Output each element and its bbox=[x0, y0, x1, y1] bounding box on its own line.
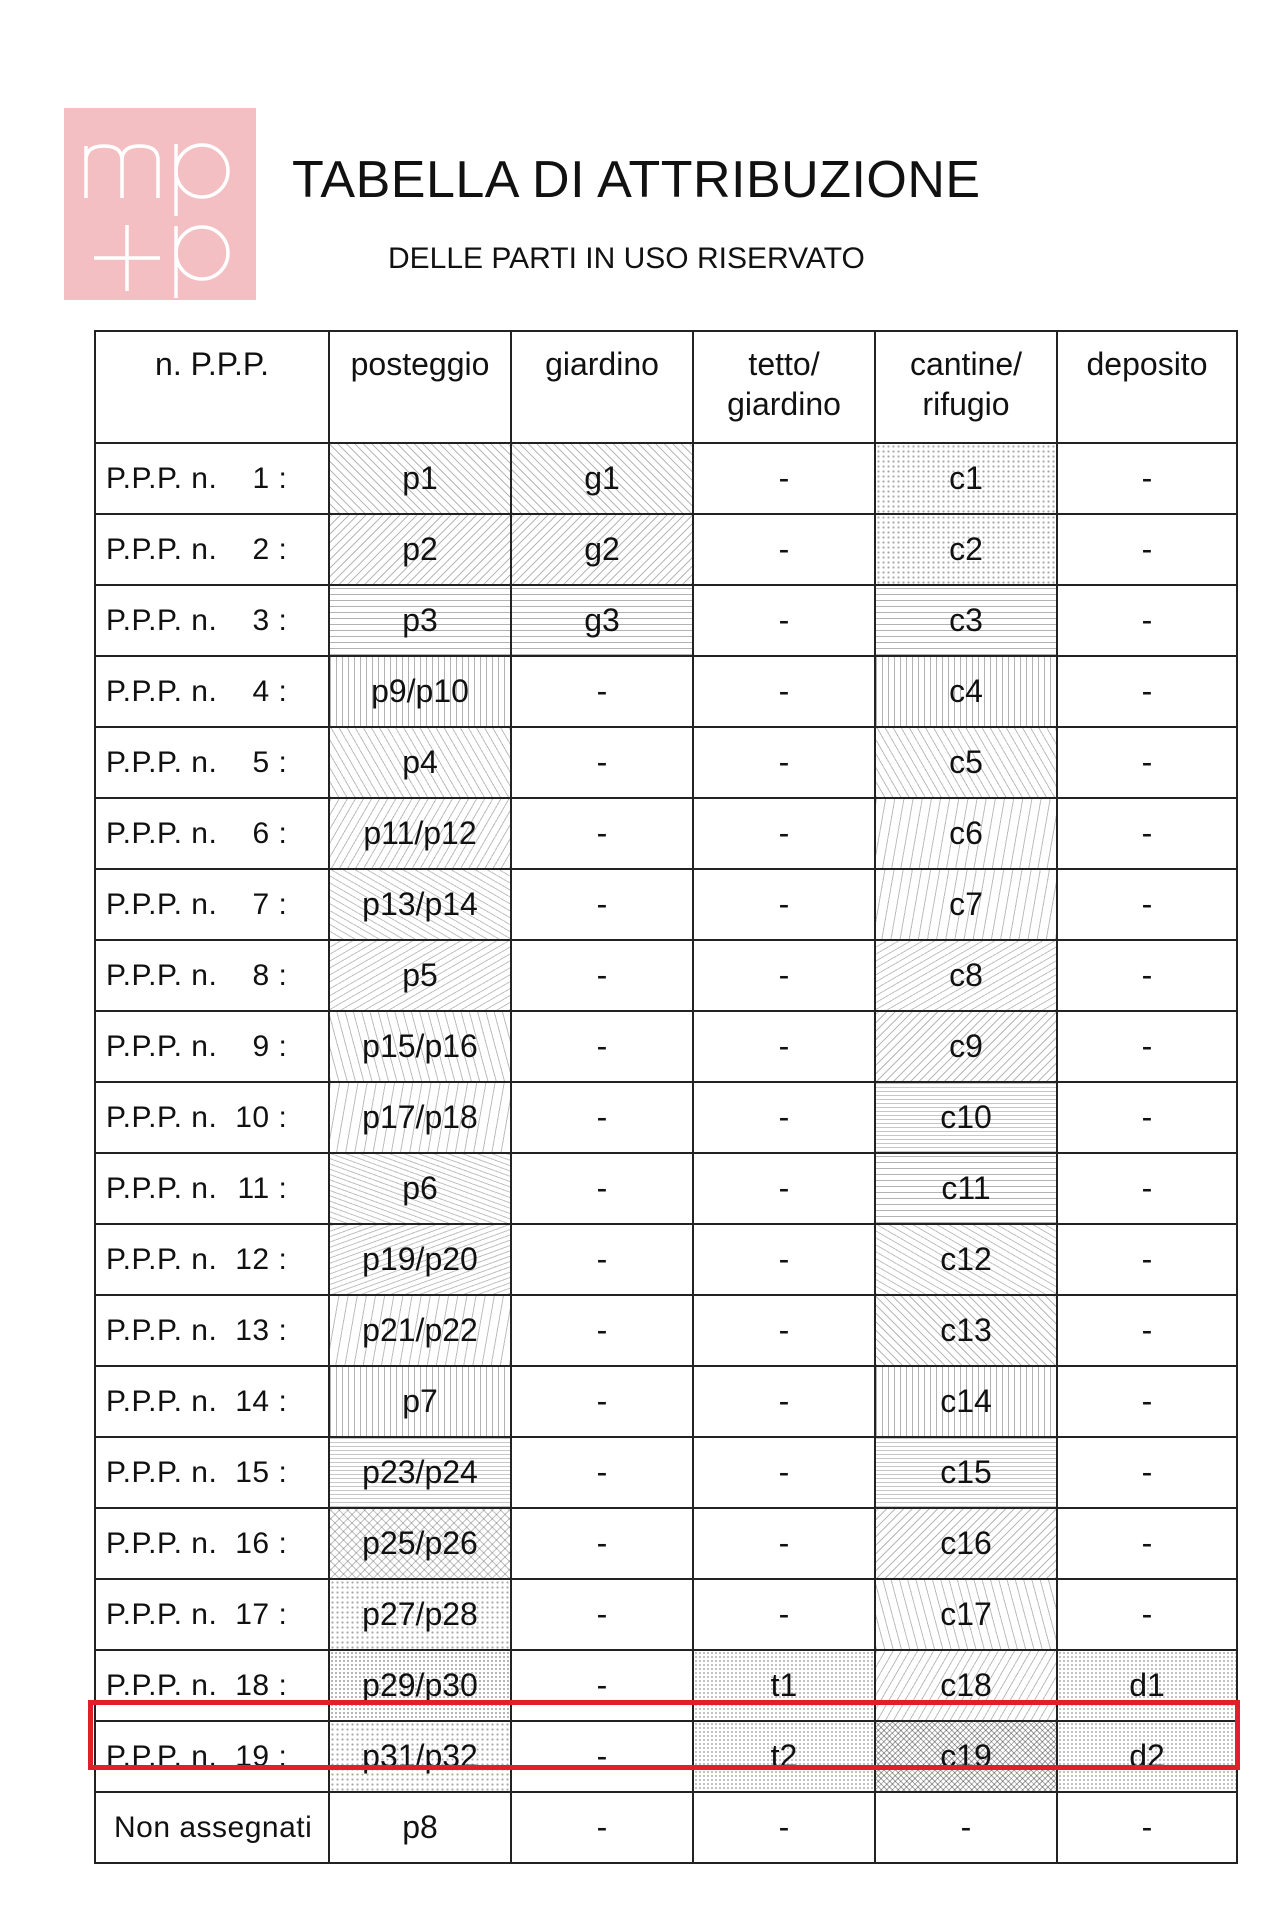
cell-deposito: - bbox=[1057, 1082, 1237, 1153]
table-row bbox=[95, 1437, 1237, 1508]
table-row bbox=[95, 514, 1237, 585]
cell-deposito: d2 bbox=[1057, 1721, 1237, 1792]
row-label-text: P.P.P. n. bbox=[106, 1171, 218, 1205]
table-row bbox=[95, 1579, 1237, 1650]
cell-posteggio: p11/p12 bbox=[329, 798, 511, 869]
cell-tetto: - bbox=[693, 1011, 875, 1082]
row-label bbox=[95, 443, 329, 514]
cell-cantine: c7 bbox=[875, 869, 1057, 940]
cell-posteggio: p4 bbox=[329, 727, 511, 798]
row-number: 3 : bbox=[252, 603, 288, 637]
table-row bbox=[95, 1011, 1237, 1082]
page-title: TABELLA DI ATTRIBUZIONE bbox=[292, 151, 981, 209]
row-label bbox=[95, 1153, 329, 1224]
cell-cantine: c6 bbox=[875, 798, 1057, 869]
header-ppp: n. P.P.P. bbox=[95, 331, 329, 443]
header-tetto: tetto/ giardino bbox=[693, 331, 875, 443]
table-row bbox=[95, 656, 1237, 727]
row-number: 12 : bbox=[235, 1242, 288, 1276]
cell-deposito: - bbox=[1057, 514, 1237, 585]
table-row bbox=[95, 798, 1237, 869]
cell-posteggio: p9/p10 bbox=[329, 656, 511, 727]
row-number: 14 : bbox=[235, 1384, 288, 1418]
page-subtitle: DELLE PARTI IN USO RISERVATO bbox=[388, 242, 865, 275]
row-label bbox=[95, 1366, 329, 1437]
cell-tetto: - bbox=[693, 514, 875, 585]
cell-tetto: - bbox=[693, 1153, 875, 1224]
cell-posteggio: p8 bbox=[329, 1792, 511, 1863]
cell-deposito: - bbox=[1057, 727, 1237, 798]
cell-tetto: - bbox=[693, 798, 875, 869]
table-row bbox=[95, 1224, 1237, 1295]
cell-cantine: c19 bbox=[875, 1721, 1057, 1792]
cell-cantine: c13 bbox=[875, 1295, 1057, 1366]
cell-deposito: - bbox=[1057, 1295, 1237, 1366]
cell-cantine: c2 bbox=[875, 514, 1057, 585]
cell-posteggio: p3 bbox=[329, 585, 511, 656]
cell-cantine: c14 bbox=[875, 1366, 1057, 1437]
row-label bbox=[95, 1082, 329, 1153]
table-row bbox=[95, 1366, 1237, 1437]
table-row bbox=[95, 1721, 1237, 1792]
cell-tetto: - bbox=[693, 1508, 875, 1579]
cell-cantine: c15 bbox=[875, 1437, 1057, 1508]
row-label bbox=[95, 1295, 329, 1366]
row-label-text: P.P.P. n. bbox=[106, 1597, 218, 1631]
row-label-text: P.P.P. n. bbox=[106, 1384, 218, 1418]
cell-posteggio: p6 bbox=[329, 1153, 511, 1224]
row-label bbox=[95, 1650, 329, 1721]
cell-posteggio: p21/p22 bbox=[329, 1295, 511, 1366]
row-number: 13 : bbox=[235, 1313, 288, 1347]
table-row bbox=[95, 727, 1237, 798]
row-label bbox=[95, 1508, 329, 1579]
cell-giardino: - bbox=[511, 1792, 693, 1863]
row-number: 9 : bbox=[252, 1029, 288, 1063]
row-label-text: P.P.P. n. bbox=[106, 1526, 218, 1560]
cell-giardino: - bbox=[511, 1437, 693, 1508]
cell-deposito: - bbox=[1057, 656, 1237, 727]
row-number: 18 : bbox=[235, 1668, 288, 1702]
cell-tetto: - bbox=[693, 1295, 875, 1366]
cell-deposito: - bbox=[1057, 1011, 1237, 1082]
cell-cantine: c3 bbox=[875, 585, 1057, 656]
cell-posteggio: p29/p30 bbox=[329, 1650, 511, 1721]
table-row bbox=[95, 940, 1237, 1011]
cell-posteggio: p27/p28 bbox=[329, 1579, 511, 1650]
cell-deposito: - bbox=[1057, 1792, 1237, 1863]
cell-deposito: - bbox=[1057, 1508, 1237, 1579]
row-label bbox=[95, 940, 329, 1011]
row-label-text: P.P.P. n. bbox=[106, 1739, 218, 1773]
row-label bbox=[95, 869, 329, 940]
row-number: 2 : bbox=[252, 532, 288, 566]
header-deposito: deposito bbox=[1057, 331, 1237, 443]
row-label-text: P.P.P. n. bbox=[106, 816, 218, 850]
cell-cantine: c5 bbox=[875, 727, 1057, 798]
row-label-text: P.P.P. n. bbox=[106, 674, 218, 708]
cell-deposito: - bbox=[1057, 798, 1237, 869]
cell-posteggio: p2 bbox=[329, 514, 511, 585]
cell-cantine: c4 bbox=[875, 656, 1057, 727]
row-label bbox=[95, 798, 329, 869]
cell-tetto: - bbox=[693, 1437, 875, 1508]
row-number: 7 : bbox=[252, 887, 288, 921]
row-label bbox=[95, 1721, 329, 1792]
cell-deposito: - bbox=[1057, 1579, 1237, 1650]
cell-tetto: t1 bbox=[693, 1650, 875, 1721]
row-number: 15 : bbox=[235, 1455, 288, 1489]
cell-giardino: - bbox=[511, 940, 693, 1011]
cell-tetto: - bbox=[693, 869, 875, 940]
row-label-text: P.P.P. n. bbox=[106, 603, 218, 637]
row-label-text: P.P.P. n. bbox=[106, 461, 218, 495]
logo-mark bbox=[64, 108, 256, 300]
cell-cantine: c17 bbox=[875, 1579, 1057, 1650]
row-number: 10 : bbox=[235, 1100, 288, 1134]
cell-tetto: - bbox=[693, 656, 875, 727]
table-row bbox=[95, 869, 1237, 940]
row-label bbox=[95, 1224, 329, 1295]
row-label-text: P.P.P. n. bbox=[106, 1455, 218, 1489]
row-label-text: P.P.P. n. bbox=[106, 1313, 218, 1347]
cell-deposito: - bbox=[1057, 1153, 1237, 1224]
row-label-text: P.P.P. n. bbox=[106, 887, 218, 921]
row-number: 4 : bbox=[252, 674, 288, 708]
cell-posteggio: p23/p24 bbox=[329, 1437, 511, 1508]
cell-giardino: - bbox=[511, 656, 693, 727]
cell-tetto: - bbox=[693, 443, 875, 514]
cell-giardino: - bbox=[511, 798, 693, 869]
row-label bbox=[95, 1579, 329, 1650]
cell-deposito: - bbox=[1057, 1224, 1237, 1295]
cell-tetto: - bbox=[693, 1579, 875, 1650]
cell-posteggio: p5 bbox=[329, 940, 511, 1011]
cell-giardino: - bbox=[511, 1508, 693, 1579]
cell-deposito: - bbox=[1057, 443, 1237, 514]
table-row bbox=[95, 1650, 1237, 1721]
cell-giardino: - bbox=[511, 1153, 693, 1224]
row-number: 5 : bbox=[252, 745, 288, 779]
row-label-text: P.P.P. n. bbox=[106, 1242, 218, 1276]
row-label bbox=[95, 727, 329, 798]
cell-posteggio: p1 bbox=[329, 443, 511, 514]
row-number: 16 : bbox=[235, 1526, 288, 1560]
row-number: 17 : bbox=[235, 1597, 288, 1631]
table-row bbox=[95, 1508, 1237, 1579]
row-label-text: P.P.P. n. bbox=[106, 958, 218, 992]
table-row bbox=[95, 1295, 1237, 1366]
table-header-row bbox=[95, 331, 1237, 443]
row-number: 6 : bbox=[252, 816, 288, 850]
row-label-text: P.P.P. n. bbox=[106, 1029, 218, 1063]
cell-posteggio: p31/p32 bbox=[329, 1721, 511, 1792]
header-cantine: cantine/ rifugio bbox=[875, 331, 1057, 443]
cell-deposito: d1 bbox=[1057, 1650, 1237, 1721]
cell-giardino: - bbox=[511, 1579, 693, 1650]
row-number: 11 : bbox=[237, 1171, 288, 1205]
cell-deposito: - bbox=[1057, 1437, 1237, 1508]
cell-posteggio: p19/p20 bbox=[329, 1224, 511, 1295]
cell-cantine: c12 bbox=[875, 1224, 1057, 1295]
table-row bbox=[95, 585, 1237, 656]
cell-posteggio: p25/p26 bbox=[329, 1508, 511, 1579]
row-number: 8 : bbox=[252, 958, 288, 992]
cell-posteggio: p13/p14 bbox=[329, 869, 511, 940]
cell-giardino: - bbox=[511, 1366, 693, 1437]
cell-giardino: - bbox=[511, 1082, 693, 1153]
header-giardino: giardino bbox=[511, 331, 693, 443]
cell-giardino: g3 bbox=[511, 585, 693, 656]
table-row bbox=[95, 1082, 1237, 1153]
attribution-table bbox=[94, 330, 1238, 1864]
cell-posteggio: p7 bbox=[329, 1366, 511, 1437]
row-label bbox=[95, 514, 329, 585]
cell-tetto: - bbox=[693, 585, 875, 656]
cell-cantine: c16 bbox=[875, 1508, 1057, 1579]
cell-deposito: - bbox=[1057, 1366, 1237, 1437]
cell-cantine: c11 bbox=[875, 1153, 1057, 1224]
table-row-unassigned bbox=[95, 1792, 1237, 1863]
cell-posteggio: p15/p16 bbox=[329, 1011, 511, 1082]
cell-deposito: - bbox=[1057, 940, 1237, 1011]
cell-posteggio: p17/p18 bbox=[329, 1082, 511, 1153]
row-label bbox=[95, 1437, 329, 1508]
cell-tetto: - bbox=[693, 727, 875, 798]
row-label-text: P.P.P. n. bbox=[106, 745, 218, 779]
table-row bbox=[95, 443, 1237, 514]
row-number: 1 : bbox=[252, 461, 288, 495]
cell-tetto: - bbox=[693, 1224, 875, 1295]
row-label-text: P.P.P. n. bbox=[106, 1668, 218, 1702]
cell-giardino: - bbox=[511, 1224, 693, 1295]
cell-cantine: c8 bbox=[875, 940, 1057, 1011]
cell-giardino: g1 bbox=[511, 443, 693, 514]
header-posteggio: posteggio bbox=[329, 331, 511, 443]
cell-tetto: - bbox=[693, 1792, 875, 1863]
cell-tetto: t2 bbox=[693, 1721, 875, 1792]
cell-giardino: - bbox=[511, 1650, 693, 1721]
cell-cantine: c10 bbox=[875, 1082, 1057, 1153]
row-label-text: P.P.P. n. bbox=[106, 1100, 218, 1134]
cell-giardino: g2 bbox=[511, 514, 693, 585]
cell-cantine: - bbox=[875, 1792, 1057, 1863]
row-number: 19 : bbox=[235, 1739, 288, 1773]
row-label-unassigned: Non assegnati bbox=[95, 1792, 329, 1863]
cell-tetto: - bbox=[693, 1366, 875, 1437]
cell-giardino: - bbox=[511, 1295, 693, 1366]
cell-giardino: - bbox=[511, 869, 693, 940]
table-row bbox=[95, 1153, 1237, 1224]
cell-cantine: c18 bbox=[875, 1650, 1057, 1721]
cell-cantine: c1 bbox=[875, 443, 1057, 514]
row-label bbox=[95, 585, 329, 656]
cell-giardino: - bbox=[511, 1011, 693, 1082]
row-label-text: P.P.P. n. bbox=[106, 532, 218, 566]
cell-giardino: - bbox=[511, 1721, 693, 1792]
row-label bbox=[95, 1011, 329, 1082]
row-label bbox=[95, 656, 329, 727]
logo bbox=[64, 108, 256, 300]
cell-tetto: - bbox=[693, 1082, 875, 1153]
cell-deposito: - bbox=[1057, 869, 1237, 940]
cell-deposito: - bbox=[1057, 585, 1237, 656]
cell-cantine: c9 bbox=[875, 1011, 1057, 1082]
cell-giardino: - bbox=[511, 727, 693, 798]
cell-tetto: - bbox=[693, 940, 875, 1011]
